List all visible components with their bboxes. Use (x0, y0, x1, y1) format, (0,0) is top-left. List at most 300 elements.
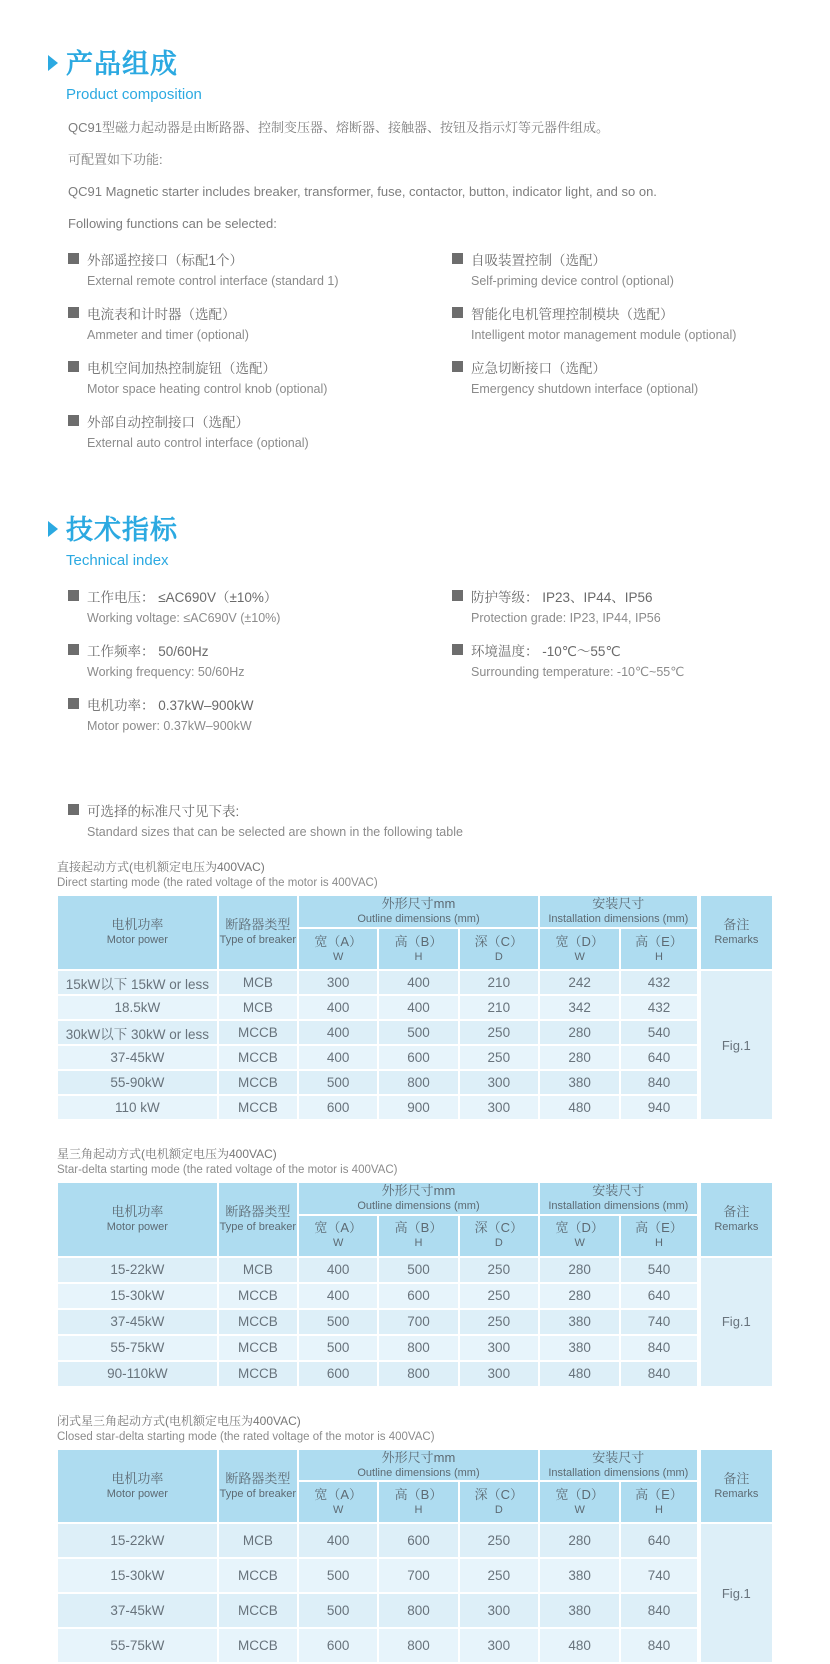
breaker-type-cell: MCB (218, 995, 298, 1020)
dimension-cell: 800 (378, 1335, 458, 1361)
dimension-cell: 432 (620, 970, 698, 995)
header-en: Motor power (106, 1220, 168, 1233)
header-en: W (332, 950, 344, 963)
breaker-type-cell: MCCB (218, 1309, 298, 1335)
intro-paragraphs (68, 119, 792, 233)
bullet-item-en: Motor space heating control knob (optional) (87, 382, 328, 397)
size-table-block-2 (56, 1412, 792, 1664)
bullet-item-zh-line (452, 637, 792, 662)
dimensions-table (56, 1181, 774, 1388)
bullet-item (452, 300, 792, 345)
col-breaker-type (218, 895, 298, 970)
dimension-cell: 400 (298, 1257, 378, 1283)
table-title-en: Closed star-delta starting mode (the rated voltage of the motor is 400VAC) (57, 1430, 435, 1443)
bullet-square-icon (68, 644, 79, 655)
bullet-item-zh-line (452, 246, 792, 271)
bullet-square-icon (452, 307, 463, 318)
dimension-cell: 840 (620, 1335, 698, 1361)
dimension-cell: 640 (620, 1523, 698, 1558)
col-height-e (620, 1481, 698, 1523)
bullet-item-en: Working frequency: 50/60Hz (87, 665, 245, 680)
bullet-item (68, 691, 452, 736)
breaker-type-cell: MCCB (218, 1558, 298, 1593)
header-en: H (414, 1237, 423, 1250)
bullet-item (452, 354, 792, 399)
table-row (57, 1257, 773, 1283)
header-zh: 宽（A） (314, 1486, 362, 1502)
motor-power-cell: 110 kW (57, 1095, 218, 1120)
dimension-cell: 400 (298, 1045, 378, 1070)
bullet-item-en: Intelligent motor management module (optional) (471, 328, 737, 343)
col-motor-power (57, 1182, 218, 1257)
col-width-a (298, 928, 378, 970)
intro-paragraph: 可配置如下功能: (68, 151, 163, 167)
table-row (57, 1283, 773, 1309)
dimension-cell: 250 (459, 1257, 539, 1283)
col-height-b (378, 1481, 458, 1523)
dimension-cell: 600 (378, 1523, 458, 1558)
breaker-type-cell: MCCB (218, 1070, 298, 1095)
dimension-cell: 480 (539, 1361, 620, 1387)
section-technical-index (48, 508, 792, 745)
table-row (57, 1628, 773, 1663)
dimension-cell: 700 (378, 1309, 458, 1335)
motor-power-cell: 15-30kW (57, 1283, 218, 1309)
motor-power-cell: 55-75kW (57, 1628, 218, 1663)
table-row (57, 1523, 773, 1558)
bullet-item-zh-line (68, 408, 452, 433)
col-breaker-type (218, 1449, 298, 1524)
bullet-item (68, 637, 452, 682)
table-row (57, 1309, 773, 1335)
header-en: H (655, 950, 663, 963)
specs-right (452, 583, 792, 745)
header-zh: 外形尺寸mm (381, 1183, 456, 1199)
dimension-cell: 700 (378, 1558, 458, 1593)
bullet-item-en: External remote control interface (standard 1) (87, 274, 339, 289)
dimension-cell: 380 (539, 1593, 620, 1628)
header-en: Remarks (714, 1220, 759, 1233)
dimension-cell: 210 (459, 970, 539, 995)
dimension-cell: 242 (539, 970, 620, 995)
motor-power-cell: 30kW以下 30kW or less (57, 1020, 218, 1045)
breaker-type-cell: MCCB (218, 1045, 298, 1070)
section-heading (48, 42, 792, 81)
section-heading (48, 508, 792, 547)
header-en: D (494, 950, 503, 963)
header-en: W (332, 1503, 344, 1516)
motor-power-cell: 15-22kW (57, 1523, 218, 1558)
dimension-cell: 840 (620, 1628, 698, 1663)
motor-power-cell: 37-45kW (57, 1593, 218, 1628)
col-remarks (699, 1182, 773, 1257)
dimension-cell: 380 (539, 1070, 620, 1095)
header-zh: 高（E） (635, 933, 683, 949)
table-title-en: Star-delta starting mode (the rated voltage of the motor is 400VAC) (57, 1164, 398, 1177)
dimension-cell: 280 (539, 1020, 620, 1045)
header-zh: 电机功率 (111, 1204, 164, 1220)
header-zh: 安装尺寸 (592, 896, 645, 912)
header-zh: 备注 (723, 917, 750, 933)
dimension-cell: 640 (620, 1283, 698, 1309)
motor-power-cell: 15kW以下 15kW or less (57, 970, 218, 995)
bullet-item-zh: 电流表和计时器（选配） (87, 306, 236, 322)
bullet-item (68, 354, 452, 399)
dimension-cell: 250 (459, 1558, 539, 1593)
header-zh: 外形尺寸mm (381, 1449, 456, 1465)
dimension-cell: 300 (459, 1361, 539, 1387)
header-zh: 深（C） (474, 1220, 524, 1236)
motor-power-cell: 18.5kW (57, 995, 218, 1020)
bullet-item-en: Working voltage: ≤AC690V (±10%) (87, 611, 281, 626)
dimension-cell: 840 (620, 1070, 698, 1095)
col-remarks (699, 895, 773, 970)
dimension-cell: 900 (378, 1095, 458, 1120)
header-en: Outline dimensions (mm) (357, 1466, 480, 1479)
features-right (452, 246, 792, 462)
dimensions-table (56, 894, 774, 1121)
section-title-en: Technical index (66, 552, 169, 570)
table-row (57, 995, 773, 1020)
breaker-type-cell: MCB (218, 970, 298, 995)
dimension-cell: 800 (378, 1070, 458, 1095)
dimension-cell: 500 (298, 1558, 378, 1593)
remarks-cell: Fig.1 (699, 970, 773, 1120)
dimension-cell: 300 (298, 970, 378, 995)
bullet-square-icon (68, 590, 79, 601)
header-zh: 外形尺寸mm (381, 896, 456, 912)
motor-power-cell: 55-90kW (57, 1070, 218, 1095)
table-row (57, 1593, 773, 1628)
table-row (57, 1020, 773, 1045)
bullet-item-zh-line (452, 300, 792, 325)
header-en: Type of breaker (219, 934, 297, 947)
bullet-item-zh-line (452, 354, 792, 379)
table-row (57, 1095, 773, 1120)
table-row (57, 1070, 773, 1095)
dimension-cell: 740 (620, 1558, 698, 1593)
dimension-cell: 540 (620, 1020, 698, 1045)
dimension-cell: 380 (539, 1309, 620, 1335)
table-title-en: Direct starting mode (the rated voltage of the motor is 400VAC) (57, 877, 378, 890)
bullet-item-zh: 外部自动控制接口（选配） (87, 414, 249, 430)
breaker-type-cell: MCCB (218, 1283, 298, 1309)
bullet-square-icon (68, 253, 79, 264)
bullet-item (452, 246, 792, 291)
bullet-item (452, 637, 792, 682)
dimension-cell: 600 (298, 1095, 378, 1120)
table-title-zh: 星三角起动方式(电机额定电压为400VAC) (57, 1147, 277, 1162)
dimension-cell: 280 (539, 1283, 620, 1309)
dimension-cell: 300 (459, 1095, 539, 1120)
size-table-block-0 (56, 858, 792, 1121)
bullet-item-zh-line (68, 300, 452, 325)
bullet-item-en: Motor power: 0.37kW–900kW (87, 719, 252, 734)
header-zh: 高（B） (394, 933, 443, 949)
table-row (57, 1335, 773, 1361)
header-zh: 高（E） (635, 1220, 683, 1236)
bullet-square-icon (68, 361, 79, 372)
bullet-item-en: Emergency shutdown interface (optional) (471, 382, 699, 397)
table-title-zh: 闭式星三角起动方式(电机额定电压为400VAC) (57, 1413, 301, 1428)
header-zh: 安装尺寸 (592, 1449, 645, 1465)
dimension-cell: 280 (539, 1257, 620, 1283)
section-arrow-icon (48, 55, 58, 71)
dimension-cell: 480 (539, 1095, 620, 1120)
remarks-cell: Fig.1 (699, 1523, 773, 1663)
motor-power-cell: 55-75kW (57, 1335, 218, 1361)
motor-power-cell: 15-30kW (57, 1558, 218, 1593)
col-width-d (539, 1481, 620, 1523)
intro-paragraph: QC91 Magnetic starter includes breaker, transformer, fuse, contactor, button, indicator light, and so on. (68, 183, 657, 199)
features-left (68, 246, 452, 462)
bullet-item-zh: 自吸装置控制（选配） (471, 252, 606, 268)
bullet-item-en: Protection grade: IP23, IP44, IP56 (471, 611, 661, 626)
header-en: Type of breaker (219, 1487, 297, 1500)
header-en: Outline dimensions (mm) (357, 1199, 480, 1212)
bullet-square-icon (68, 307, 79, 318)
bullet-item (68, 408, 452, 453)
dimension-cell: 640 (620, 1045, 698, 1070)
dimension-cell: 400 (378, 970, 458, 995)
section-title-en: Product composition (66, 86, 202, 103)
bullet-item-zh: 电机功率： 0.37kW–900kW (87, 697, 254, 713)
bullet-item-zh-line (68, 583, 452, 608)
header-zh: 备注 (723, 1204, 750, 1220)
dimension-cell: 300 (459, 1335, 539, 1361)
bullet-item (68, 583, 452, 628)
dimension-cell: 800 (378, 1593, 458, 1628)
header-zh: 备注 (723, 1470, 750, 1486)
dimension-cell: 540 (620, 1257, 698, 1283)
header-zh: 断路器类型 (225, 917, 291, 933)
bullet-item-zh-line (452, 583, 792, 608)
bullet-item-zh: 工作频率： 50/60Hz (87, 643, 209, 659)
breaker-type-cell: MCCB (218, 1095, 298, 1120)
header-en: H (414, 1503, 423, 1516)
bullet-item-zh: 应急切断接口（选配） (471, 360, 606, 376)
breaker-type-cell: MCB (218, 1257, 298, 1283)
header-en: Installation dimensions (mm) (548, 913, 689, 926)
bullet-square-icon (452, 590, 463, 601)
dimension-cell: 380 (539, 1558, 620, 1593)
bullet-item-en: Ammeter and timer (optional) (87, 328, 249, 343)
dimension-cell: 800 (378, 1628, 458, 1663)
group-installation-dimensions (539, 1449, 699, 1482)
header-zh: 断路器类型 (225, 1204, 291, 1220)
section-title-zh: 产品组成 (66, 49, 178, 79)
header-en: Outline dimensions (mm) (357, 913, 480, 926)
motor-power-cell: 15-22kW (57, 1257, 218, 1283)
header-en: W (574, 1503, 585, 1516)
header-zh: 高（B） (394, 1220, 443, 1236)
sizes-note-zh: 可选择的标准尺寸见下表: (87, 803, 240, 819)
header-en: H (655, 1503, 663, 1516)
bullet-item-zh-line (68, 637, 452, 662)
dimension-cell: 740 (620, 1309, 698, 1335)
section-product-composition (48, 42, 792, 462)
header-zh: 深（C） (474, 933, 524, 949)
dimension-cell: 432 (620, 995, 698, 1020)
dimension-cell: 300 (459, 1593, 539, 1628)
dimension-cell: 400 (298, 1283, 378, 1309)
remarks-cell: Fig.1 (699, 1257, 773, 1387)
header-zh: 断路器类型 (225, 1470, 291, 1486)
bullet-item-zh: 环境温度： -10℃～55℃ (471, 643, 621, 659)
header-zh: 电机功率 (111, 1470, 164, 1486)
header-en: D (494, 1503, 503, 1516)
header-en: W (574, 950, 585, 963)
dimension-cell: 250 (459, 1309, 539, 1335)
dimension-cell: 210 (459, 995, 539, 1020)
header-en: Installation dimensions (mm) (548, 1466, 689, 1479)
dimension-cell: 480 (539, 1628, 620, 1663)
header-en: Motor power (106, 934, 168, 947)
col-remarks (699, 1449, 773, 1524)
header-en: W (332, 1237, 344, 1250)
motor-power-cell: 37-45kW (57, 1045, 218, 1070)
header-en: H (655, 1237, 663, 1250)
section-title-zh: 技术指标 (66, 515, 178, 546)
header-en: Installation dimensions (mm) (548, 1199, 689, 1212)
col-height-e (620, 1215, 698, 1257)
motor-power-cell: 37-45kW (57, 1309, 218, 1335)
group-outline-dimensions (298, 895, 539, 928)
breaker-type-cell: MCCB (218, 1020, 298, 1045)
dimension-cell: 500 (378, 1020, 458, 1045)
header-en: W (574, 1237, 585, 1250)
bullet-square-icon (452, 644, 463, 655)
table-title-zh: 直接起动方式(电机额定电压为400VAC) (57, 860, 265, 875)
bullet-item (452, 583, 792, 628)
bullet-item-en: Surrounding temperature: -10℃~55℃ (471, 665, 685, 680)
dimension-cell: 400 (298, 1020, 378, 1045)
col-width-d (539, 1215, 620, 1257)
group-installation-dimensions (539, 1182, 699, 1215)
bullet-item-zh-line (68, 354, 452, 379)
dimension-cell: 280 (539, 1523, 620, 1558)
bullet-item-zh: 外部遥控接口（标配1个） (87, 252, 244, 268)
intro-paragraph: Following functions can be selected: (68, 215, 277, 231)
size-table-block-1 (56, 1145, 792, 1388)
col-width-a (298, 1215, 378, 1257)
dimension-cell: 400 (298, 1523, 378, 1558)
col-height-e (620, 928, 698, 970)
dimension-cell: 500 (298, 1309, 378, 1335)
bullet-item-en: External auto control interface (optional) (87, 436, 309, 451)
col-width-a (298, 1481, 378, 1523)
section-arrow-icon (48, 521, 58, 537)
breaker-type-cell: MCB (218, 1523, 298, 1558)
bullet-item-zh: 电机空间加热控制旋钮（选配） (87, 360, 276, 376)
group-outline-dimensions (298, 1449, 539, 1482)
dimension-cell: 250 (459, 1045, 539, 1070)
dimensions-table (56, 1448, 774, 1664)
spec-columns (68, 583, 792, 745)
dimension-cell: 500 (298, 1335, 378, 1361)
header-en: Motor power (106, 1487, 168, 1500)
dimension-cell: 500 (298, 1070, 378, 1095)
header-zh: 宽（D） (555, 933, 604, 949)
col-motor-power (57, 895, 218, 970)
dimension-cell: 600 (378, 1045, 458, 1070)
bullet-item-zh-line (68, 246, 452, 271)
header-zh: 高（E） (635, 1486, 683, 1502)
table-row (57, 970, 773, 995)
bullet-item-zh: 智能化电机管理控制模块（选配） (471, 306, 674, 322)
bullet-square-icon (68, 804, 79, 815)
dimension-cell: 400 (378, 995, 458, 1020)
table-row (57, 1361, 773, 1387)
dimension-cell: 600 (298, 1361, 378, 1387)
bullet-square-icon (68, 698, 79, 709)
feature-columns (68, 246, 792, 462)
group-installation-dimensions (539, 895, 699, 928)
table-row (57, 1045, 773, 1070)
header-en: H (414, 950, 423, 963)
header-zh: 安装尺寸 (592, 1183, 645, 1199)
sizes-note-zh-line (68, 797, 792, 822)
header-zh: 宽（A） (314, 933, 362, 949)
header-zh: 电机功率 (111, 917, 164, 933)
dimension-cell: 500 (378, 1257, 458, 1283)
dimension-cell: 400 (298, 995, 378, 1020)
bullet-item-zh: 防护等级： IP23、IP44、IP56 (471, 589, 653, 605)
dimension-cell: 342 (539, 995, 620, 1020)
dimension-cell: 300 (459, 1070, 539, 1095)
dimension-cell: 800 (378, 1361, 458, 1387)
bullet-item (68, 246, 452, 291)
col-depth-c (459, 1481, 539, 1523)
dimension-cell: 600 (298, 1628, 378, 1663)
breaker-type-cell: MCCB (218, 1628, 298, 1663)
header-zh: 宽（D） (555, 1220, 604, 1236)
bullet-item-zh-line (68, 691, 452, 716)
dimension-cell: 250 (459, 1283, 539, 1309)
header-zh: 宽（A） (314, 1220, 362, 1236)
breaker-type-cell: MCCB (218, 1593, 298, 1628)
dimension-cell: 840 (620, 1593, 698, 1628)
bullet-item (68, 300, 452, 345)
specs-left (68, 583, 452, 745)
bullet-square-icon (68, 415, 79, 426)
header-en: Remarks (714, 934, 759, 947)
bullet-square-icon (452, 361, 463, 372)
sizes-note-en: Standard sizes that can be selected are shown in the following table (87, 825, 463, 840)
header-en: D (494, 1237, 503, 1250)
motor-power-cell: 90-110kW (57, 1361, 218, 1387)
tables-area (56, 858, 792, 1664)
dimension-cell: 250 (459, 1523, 539, 1558)
col-width-d (539, 928, 620, 970)
bullet-item-zh: 工作电压： ≤AC690V（±10%） (87, 589, 278, 605)
header-zh: 宽（D） (555, 1486, 604, 1502)
dimension-cell: 250 (459, 1020, 539, 1045)
bullet-item-en: Self-priming device control (optional) (471, 274, 674, 289)
header-en: Remarks (714, 1487, 759, 1500)
breaker-type-cell: MCCB (218, 1335, 298, 1361)
header-zh: 深（C） (474, 1486, 524, 1502)
col-height-b (378, 928, 458, 970)
col-height-b (378, 1215, 458, 1257)
col-depth-c (459, 928, 539, 970)
dimension-cell: 500 (298, 1593, 378, 1628)
group-outline-dimensions (298, 1182, 539, 1215)
intro-paragraph: QC91型磁力起动器是由断路器、控制变压器、熔断器、接触器、按钮及指示灯等元器件组成。 (68, 120, 609, 135)
dimension-cell: 280 (539, 1045, 620, 1070)
col-depth-c (459, 1215, 539, 1257)
dimension-cell: 600 (378, 1283, 458, 1309)
